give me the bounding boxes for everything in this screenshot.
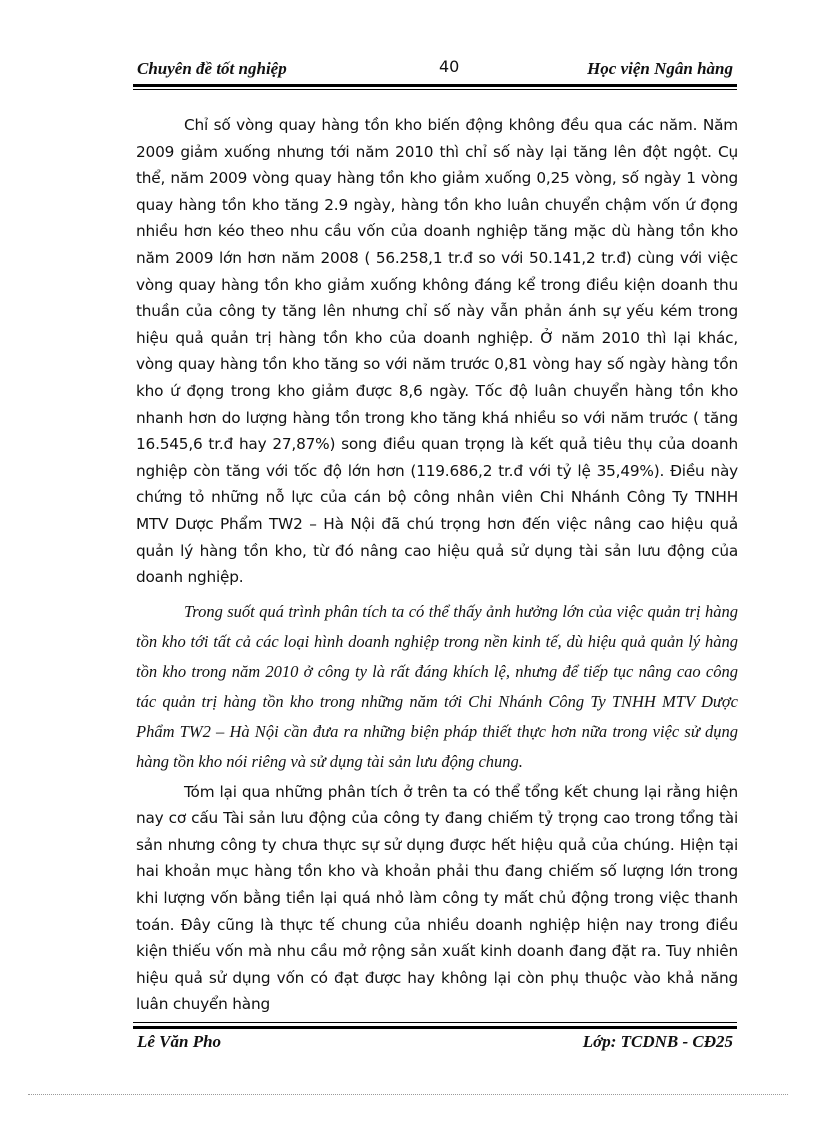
- paragraph-inventory-management: Trong suốt quá trình phân tích ta có thể thấy ảnh hưởng lớn của việc quản trị hàng tồn kho tới tất cả các loại hình doanh nghiệp trong nền kinh tế, dù hiệu quả quản lý hàng tồn kho trong năm 2010 ở công ty là rất đáng khích lệ, nhưng để tiếp tục nâng cao công tác quản trị hàng tồn kho trong những năm tới Chi Nhánh Công Ty TNHH MTV Dược Phẩm TW2 – Hà Nội cần đưa ra những biện pháp thiết thực hơn nữa trong việc sử dụng hàng tồn kho nói riêng và sử dụng tài sản lưu động chung.: [136, 601, 738, 771]
- footer-class: Lớp: TCDNB - CĐ25: [582, 1032, 733, 1051]
- paragraph-inventory-turnover: Chỉ số vòng quay hàng tồn kho biến động không đều qua các năm. Năm 2009 giảm xuống nhưng tới năm 2010 thì chỉ số này lại tăng lên đột ngột. Cụ thể, năm 2009 vòng quay hàng tồn kho giảm xuống 0,25 vòng, số ngày 1 vòng quay hàng tồn kho tăng 2.9 ngày, hàng tồn kho luân chuyển chậm vốn ứ đọng nhiều hơn kéo theo nhu cầu vốn của doanh nghiệp tăng mặc dù hàng tồn kho năm 2009 lớn hơn năm 2008 ( 56.258,1 tr.đ so với 50.141,2 tr.đ) cùng với việc vòng quay hàng tồn kho giảm xuống không đáng kể trong điều kiện doanh thu thuần của công ty tăng lên nhưng chỉ số này vẫn phản ánh sự yếu kém trong hiệu quả quản trị hàng tồn kho của doanh nghiệp. Ở năm 2010 thì lại khác, vòng quay hàng tồn kho tăng so với năm trước 0,81 vòng hay số ngày hàng tồn kho ứ đọng trong kho giảm được 8,6 ngày. Tốc độ luân chuyển hàng tồn kho nhanh hơn do lượng hàng tồn trong kho tăng khá nhiều so với năm trước ( tăng 16.545,6 tr.đ hay 27,87%) song điều quan trọng là kết quả tiêu thụ của doanh nghiệp còn tăng với tốc độ lớn hơn (119.686,2 tr.đ với tỷ lệ 35,49%). Điều này chứng tỏ những nỗ lực của cán bộ công nhân viên Chi Nhánh Công Ty TNHH MTV Dược Phẩm TW2 – Hà Nội đã chú trọng hơn đến việc nâng cao hiệu quả quản lý hàng tồn kho, từ đó nâng cao hiệu quả sử dụng tài sản lưu động của doanh nghiệp.: [136, 116, 738, 587]
- page-header: [133, 57, 737, 83]
- page-bottom-dotted-line: [28, 1094, 788, 1095]
- paragraph-summary: Tóm lại qua những phân tích ở trên ta có thể tổng kết chung lại rằng hiện nay cơ cấu Tài sản lưu động của công ty đang chiếm tỷ trọng cao trong tổng tài sản nhưng công ty chưa thực sự sử dụng được hết hiệu quả của chúng. Hiện tại hai khoản mục hàng tồn kho và khoản phải thu đang chiếm số lượng lớn trong khi lượng vốn bằng tiền lại quá nhỏ làm công ty mất chủ động trong việc thanh toán. Đây cũng là thực tế chung của nhiều doanh nghiệp hiện nay trong điều kiện thiếu vốn mà nhu cầu mở rộng sản xuất kinh doanh đang đặt ra. Tuy nhiên hiệu quả sử dụng vốn có đạt được hay không lại còn phụ thuộc vào khả năng luân chuyển hàng: [136, 782, 738, 1014]
- page-footer: [133, 1032, 737, 1056]
- header-institution: Học viện Ngân hàng: [587, 59, 733, 78]
- footer-rule-thick: [133, 1026, 737, 1029]
- footer-author: Lê Văn Pho: [137, 1032, 222, 1051]
- footer-rule-thin: [133, 1022, 737, 1023]
- header-rule-thin: [133, 89, 737, 90]
- page-number: 40: [439, 57, 460, 76]
- header-rule-thick: [133, 84, 737, 87]
- header-document-type: Chuyên đề tốt nghiệp: [137, 59, 287, 78]
- body-text: [136, 112, 738, 1018]
